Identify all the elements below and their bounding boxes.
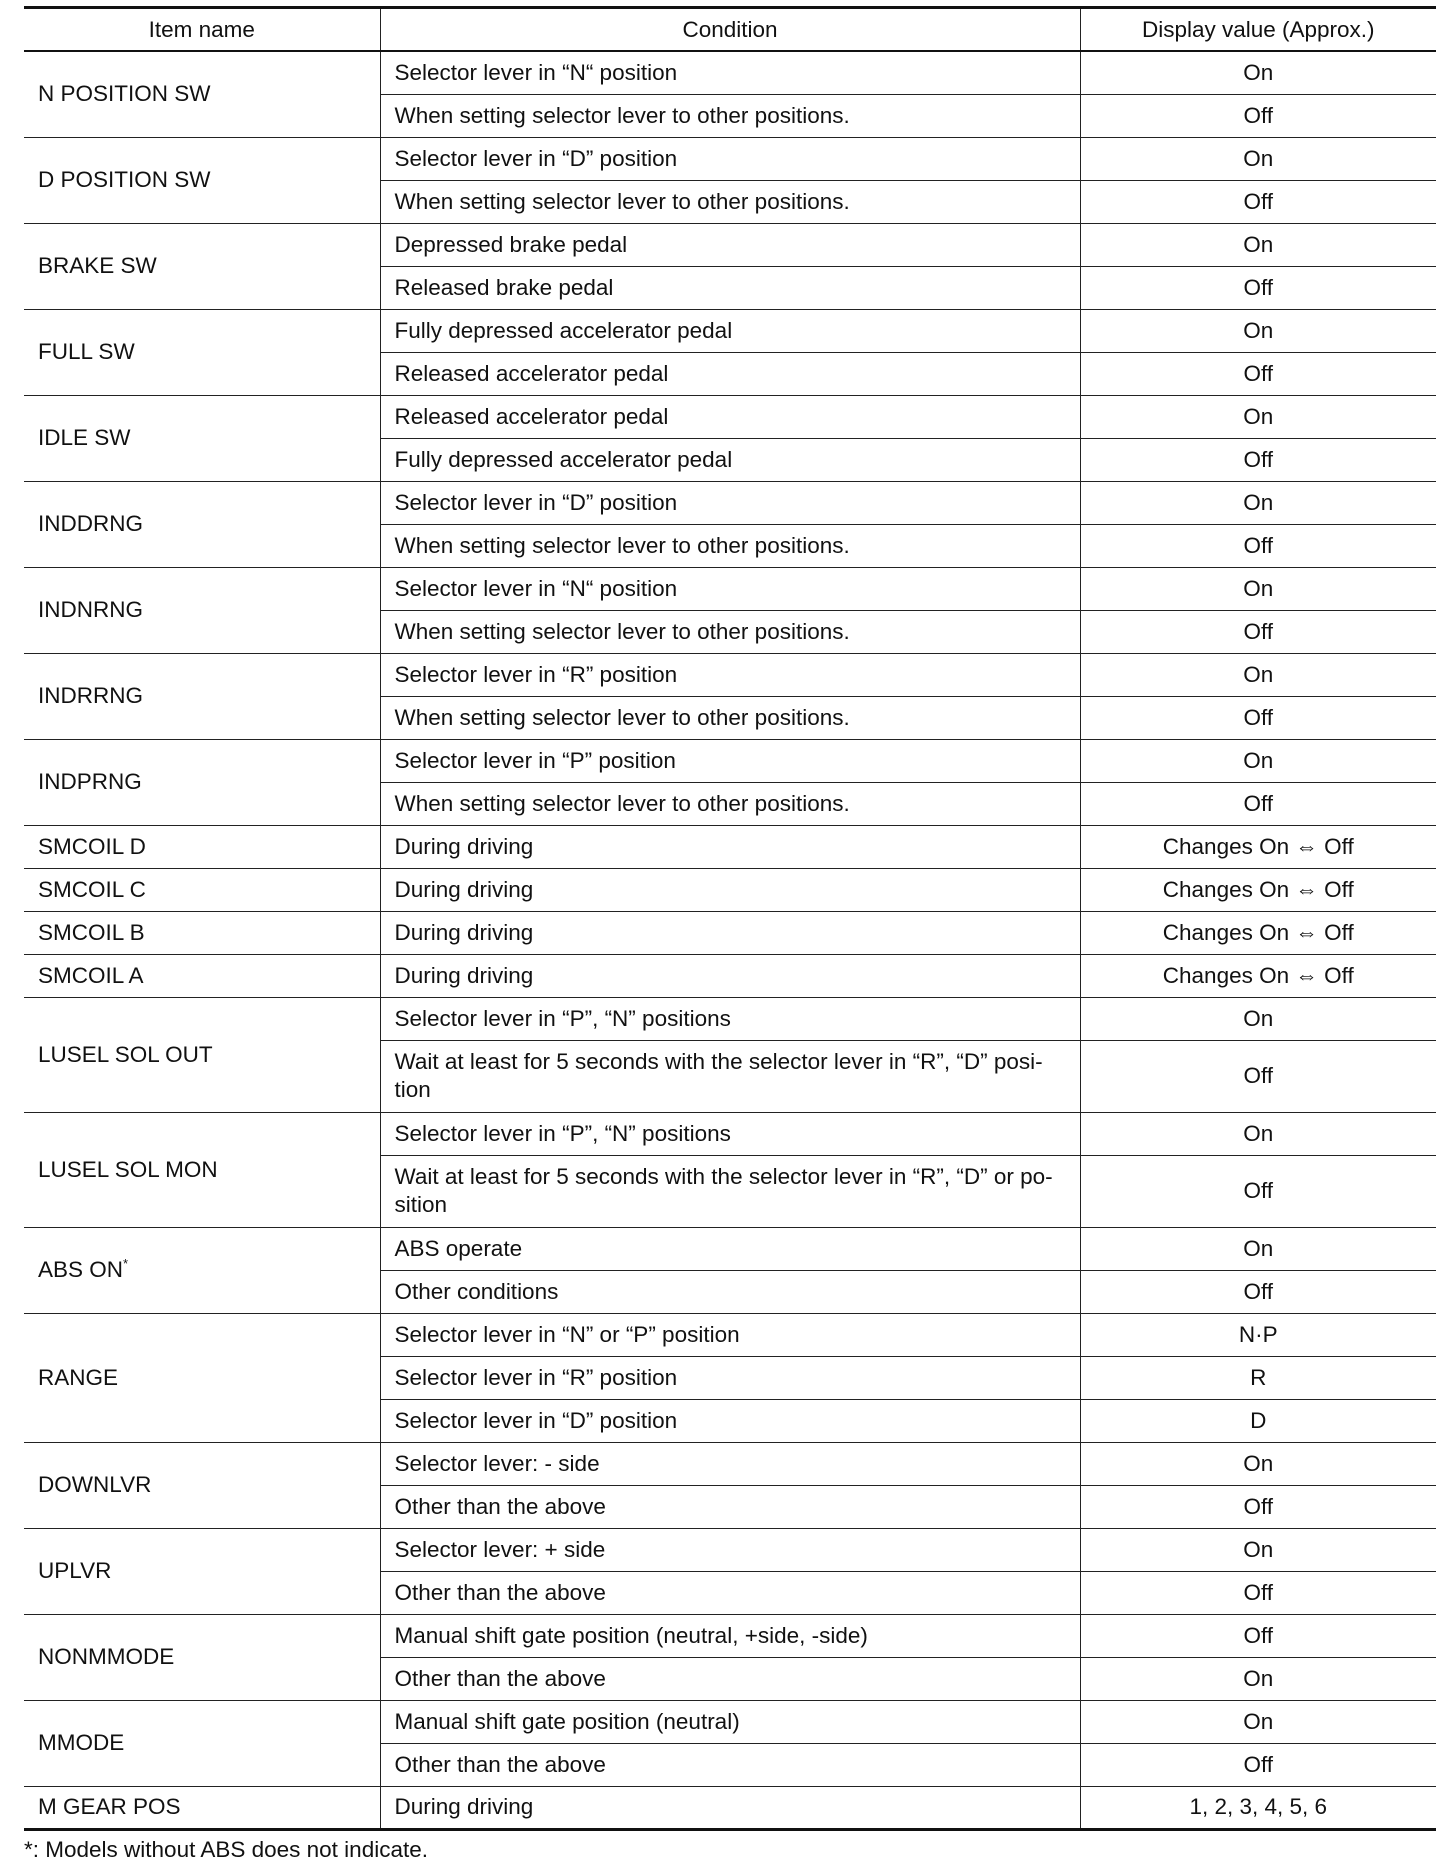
display-value-cell: On — [1080, 567, 1436, 610]
display-value-cell: On — [1080, 1227, 1436, 1270]
condition-cell: Other than the above — [380, 1571, 1080, 1614]
item-name-cell — [24, 481, 380, 567]
table-row — [24, 653, 1436, 696]
item-name: FULL SW — [38, 339, 135, 364]
item-name: D POSITION SW — [38, 167, 211, 192]
item-name-cell — [24, 653, 380, 739]
display-value-cell: On — [1080, 395, 1436, 438]
item-name-cell — [24, 309, 380, 395]
header-condition: Condition — [380, 8, 1080, 52]
table-row — [24, 1227, 1436, 1270]
display-value-cell: On — [1080, 137, 1436, 180]
display-value-cell: Off — [1080, 266, 1436, 309]
condition-cell: When setting selector lever to other positions. — [380, 524, 1080, 567]
item-name-cell — [24, 1700, 380, 1786]
table-row — [24, 868, 1436, 911]
document — [24, 6, 1436, 1863]
condition-cell: During driving — [380, 911, 1080, 954]
item-name-cell — [24, 1227, 380, 1313]
condition-cell: When setting selector lever to other positions. — [380, 180, 1080, 223]
table-row — [24, 1112, 1436, 1155]
condition-cell: During driving — [380, 1786, 1080, 1829]
item-name: SMCOIL B — [38, 919, 145, 945]
condition-cell: Wait at least for 5 seconds with the selector lever in “R”, “D” or po-sition — [380, 1155, 1080, 1227]
header-display-value: Display value (Approx.) — [1080, 8, 1436, 52]
condition-cell: Other than the above — [380, 1485, 1080, 1528]
display-value-cell: Changes On ⇔ Off — [1080, 825, 1436, 868]
item-name: INDNRNG — [38, 597, 143, 622]
table-row — [24, 954, 1436, 997]
condition-cell: Selector lever in “P”, “N” positions — [380, 1112, 1080, 1155]
item-name-cell — [24, 954, 380, 997]
condition-cell: Wait at least for 5 seconds with the selector lever in “R”, “D” posi-tion — [380, 1040, 1080, 1112]
table-row — [24, 309, 1436, 352]
item-name: RANGE — [38, 1364, 119, 1390]
footnote-marker: * — [123, 1256, 129, 1271]
item-name-cell — [24, 567, 380, 653]
item-name: MMODE — [38, 1730, 125, 1755]
condition-cell: Fully depressed accelerator pedal — [380, 309, 1080, 352]
item-name: LUSEL SOL MON — [38, 1156, 218, 1182]
condition-cell: When setting selector lever to other positions. — [380, 782, 1080, 825]
condition-cell: Released accelerator pedal — [380, 395, 1080, 438]
display-value-cell: Off — [1080, 1270, 1436, 1313]
item-name: SMCOIL D — [38, 833, 146, 859]
item-name: M GEAR POS — [38, 1794, 181, 1819]
display-value-cell: N·P — [1080, 1313, 1436, 1356]
table-row — [24, 395, 1436, 438]
item-name-cell — [24, 868, 380, 911]
condition-cell: Manual shift gate position (neutral, +side, -side) — [380, 1614, 1080, 1657]
condition-cell: Selector lever in “N” or “P” position — [380, 1313, 1080, 1356]
condition-cell: Fully depressed accelerator pedal — [380, 438, 1080, 481]
display-value-cell: On — [1080, 1442, 1436, 1485]
item-name: INDDRNG — [38, 511, 143, 536]
display-value-cell: 1, 2, 3, 4, 5, 6 — [1080, 1786, 1436, 1829]
display-value-cell: D — [1080, 1399, 1436, 1442]
condition-cell: Other than the above — [380, 1743, 1080, 1786]
table-row — [24, 567, 1436, 610]
table-row — [24, 739, 1436, 782]
condition-cell: During driving — [380, 868, 1080, 911]
table-header-row — [24, 8, 1436, 52]
condition-cell: Released brake pedal — [380, 266, 1080, 309]
header-item-name: Item name — [24, 8, 380, 52]
item-name-cell — [24, 997, 380, 1112]
display-value-cell: On — [1080, 653, 1436, 696]
display-value-cell: On — [1080, 51, 1436, 94]
display-value-cell: Off — [1080, 1040, 1436, 1112]
item-name-cell — [24, 1786, 380, 1829]
condition-cell: Selector lever in “N“ position — [380, 567, 1080, 610]
item-name: N POSITION SW — [38, 81, 211, 107]
condition-cell: Other than the above — [380, 1657, 1080, 1700]
item-name: BRAKE SW — [38, 253, 157, 278]
table-row — [24, 1528, 1436, 1571]
display-value-cell: Off — [1080, 524, 1436, 567]
item-name: INDRRNG — [38, 683, 143, 708]
item-name-cell — [24, 223, 380, 309]
display-value-cell: Off — [1080, 352, 1436, 395]
display-value-cell: Off — [1080, 180, 1436, 223]
display-value-cell: On — [1080, 997, 1436, 1040]
display-value-cell: On — [1080, 223, 1436, 266]
item-name-cell — [24, 137, 380, 223]
display-value-cell: Off — [1080, 782, 1436, 825]
item-name-cell — [24, 51, 380, 137]
condition-cell: Other conditions — [380, 1270, 1080, 1313]
display-value-cell: Off — [1080, 1743, 1436, 1786]
display-value-cell: On — [1080, 1112, 1436, 1155]
display-value-cell: On — [1080, 1700, 1436, 1743]
table-row — [24, 825, 1436, 868]
item-name-cell — [24, 825, 380, 868]
table-row — [24, 481, 1436, 524]
table-body — [24, 51, 1436, 1829]
condition-cell: Selector lever in “D” position — [380, 481, 1080, 524]
data-monitor-table — [24, 6, 1436, 1831]
table-row — [24, 51, 1436, 94]
table-row — [24, 223, 1436, 266]
item-name-cell — [24, 1528, 380, 1614]
condition-cell: When setting selector lever to other positions. — [380, 696, 1080, 739]
table-row — [24, 1700, 1436, 1743]
display-value-cell: On — [1080, 1528, 1436, 1571]
item-name: NONMMODE — [38, 1644, 175, 1669]
table-row — [24, 137, 1436, 180]
display-value-cell: Off — [1080, 1155, 1436, 1227]
display-value-cell: Off — [1080, 696, 1436, 739]
item-name-cell — [24, 911, 380, 954]
condition-cell: Selector lever in “P” position — [380, 739, 1080, 782]
item-name-cell — [24, 739, 380, 825]
table-row — [24, 1614, 1436, 1657]
display-value-cell: R — [1080, 1356, 1436, 1399]
condition-cell: When setting selector lever to other positions. — [380, 94, 1080, 137]
display-value-cell: Changes On ⇔ Off — [1080, 954, 1436, 997]
condition-cell: During driving — [380, 825, 1080, 868]
condition-cell: Selector lever in “N“ position — [380, 51, 1080, 94]
item-name-cell — [24, 1442, 380, 1528]
table-row — [24, 1786, 1436, 1829]
condition-cell: Selector lever in “D” position — [380, 1399, 1080, 1442]
condition-cell: Selector lever in “P”, “N” positions — [380, 997, 1080, 1040]
display-value-cell: Off — [1080, 94, 1436, 137]
table-row — [24, 997, 1436, 1040]
display-value-cell: On — [1080, 481, 1436, 524]
display-value-cell: On — [1080, 739, 1436, 782]
display-value-cell: Off — [1080, 610, 1436, 653]
condition-cell: Selector lever in “D” position — [380, 137, 1080, 180]
condition-cell: When setting selector lever to other positions. — [380, 610, 1080, 653]
item-name: DOWNLVR — [38, 1472, 152, 1497]
item-name: SMCOIL A — [38, 962, 144, 988]
display-value-cell: Off — [1080, 1485, 1436, 1528]
item-name: IDLE SW — [38, 425, 131, 450]
item-name-cell — [24, 1614, 380, 1700]
display-value-cell: On — [1080, 309, 1436, 352]
table-row — [24, 1313, 1436, 1356]
condition-cell: Selector lever: + side — [380, 1528, 1080, 1571]
item-name: LUSEL SOL OUT — [38, 1041, 213, 1067]
display-value-cell: Off — [1080, 1571, 1436, 1614]
table-row — [24, 911, 1436, 954]
display-value-cell: Changes On ⇔ Off — [1080, 911, 1436, 954]
condition-cell: ABS operate — [380, 1227, 1080, 1270]
condition-cell: Selector lever: - side — [380, 1442, 1080, 1485]
condition-cell: Released accelerator pedal — [380, 352, 1080, 395]
display-value-cell: On — [1080, 1657, 1436, 1700]
item-name-cell — [24, 395, 380, 481]
item-name-cell — [24, 1112, 380, 1227]
display-value-cell: Off — [1080, 1614, 1436, 1657]
condition-cell: Depressed brake pedal — [380, 223, 1080, 266]
item-name-cell — [24, 1313, 380, 1442]
item-name: INDPRNG — [38, 769, 142, 794]
item-name: ABS ON — [38, 1257, 124, 1282]
item-name: SMCOIL C — [38, 876, 146, 902]
condition-cell: Selector lever in “R” position — [380, 653, 1080, 696]
display-value-cell: Changes On ⇔ Off — [1080, 868, 1436, 911]
display-value-cell: Off — [1080, 438, 1436, 481]
item-name: UPLVR — [38, 1558, 112, 1583]
table-row — [24, 1442, 1436, 1485]
footnote: *: Models without ABS does not indicate. — [24, 1836, 428, 1862]
condition-cell: Manual shift gate position (neutral) — [380, 1700, 1080, 1743]
condition-cell: Selector lever in “R” position — [380, 1356, 1080, 1399]
condition-cell: During driving — [380, 954, 1080, 997]
